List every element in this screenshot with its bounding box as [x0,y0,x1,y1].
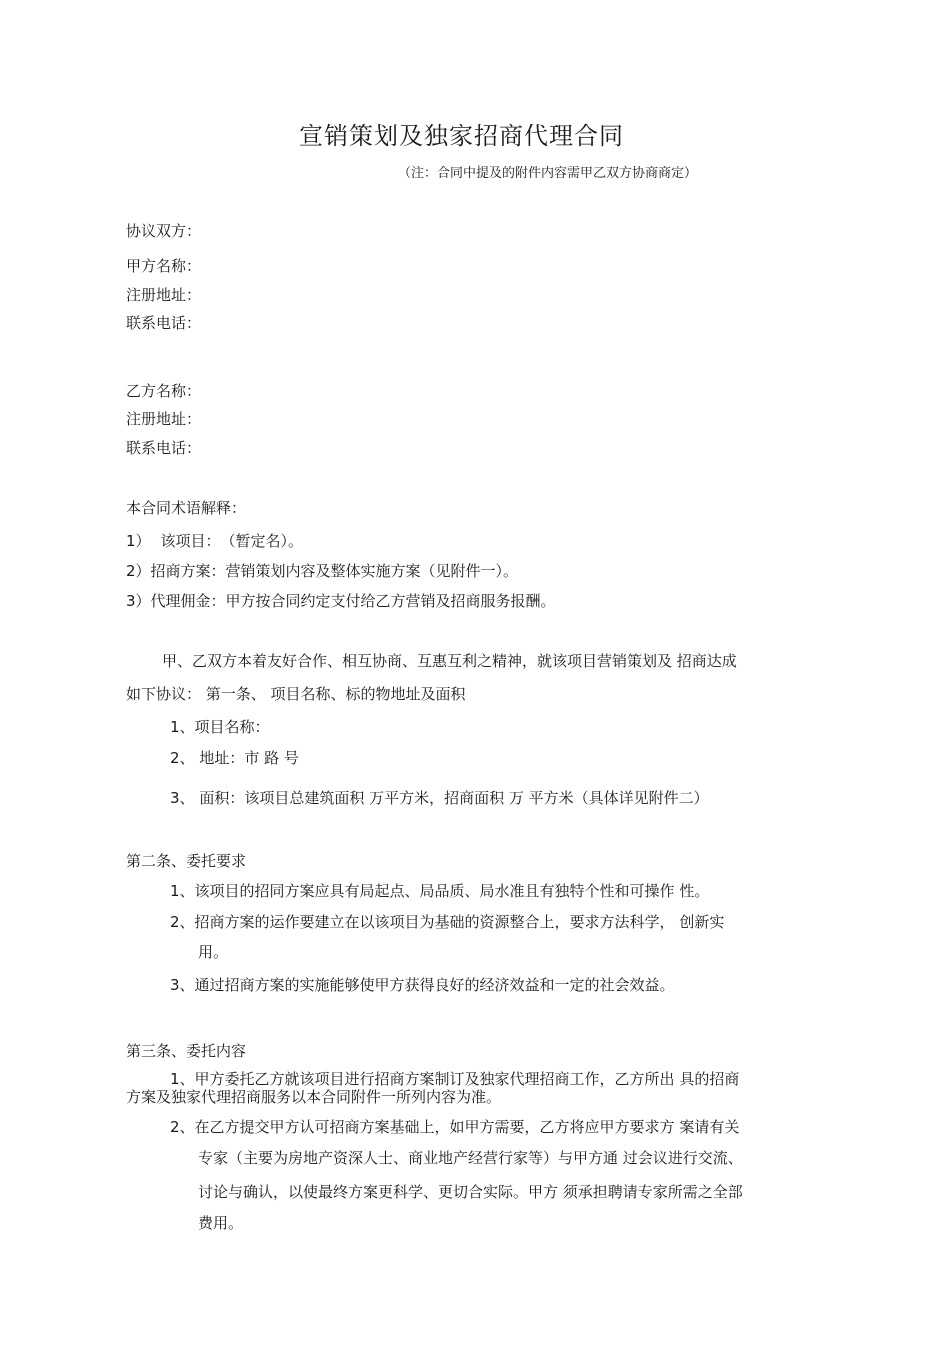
article3-item [170,1069,739,1089]
term-number: 3） [126,592,151,610]
party-a-address-label: 注册地址： [126,286,202,304]
article1-item [170,788,709,808]
terms-heading: 本合同术语解释： [126,499,247,517]
term-text: 代理佣金：甲方按合同约定支付给乙方营销及招商服务报酬。 [150,592,556,610]
article3-heading: 第三条、委托内容 [126,1042,247,1060]
party-b-name-label: 乙方名称： [126,382,202,400]
item-text: 、项目名称： [179,718,270,736]
term-number: 2） [126,562,151,580]
item-text: 、 面积：该项目总建筑面积 万平方米，招商面积 万 平方米（具体详见附件二） [179,789,709,807]
item-number: 1 [170,718,180,736]
term-text: 招商方案：营销策划内容及整体实施方案（见附件一）。 [150,562,519,580]
term-number: 1） [126,532,151,550]
term-text: 该项目： （暂定名）。 [160,532,304,550]
item-text: 、通过招商方案的实施能够使甲方获得良好的经济效益和一定的社会效益。 [179,976,675,994]
article2-item-continuation: 用。 [198,943,229,961]
term-item [126,561,518,581]
parties-heading: 协议双方： [126,222,202,240]
party-a-phone-label: 联系电话： [126,314,202,332]
article2-item [170,975,675,995]
item-number: 3 [170,789,180,807]
item-text: 、招商方案的运作要建立在以该项目为基础的资源整合上，要求方法科学， 创新实 [179,913,725,931]
item-number: 2 [170,749,180,767]
item-text: 、 地址：市 路 号 [179,749,299,767]
article1-item [170,717,270,737]
item-text: 、在乙方提交甲方认可招商方案基础上，如甲方需要，乙方将应甲方要求方 案请有关 [179,1118,740,1136]
article3-item-continuation: 专家（主要为房地产资深人士、商业地产经营行家等）与甲方通 过会议进行交流、 [198,1149,743,1167]
item-number: 2 [170,1118,180,1136]
article3-item-continuation: 讨论与确认，以使最终方案更科学、更切合实际。甲方 须承担聘请专家所需之全部 [198,1183,743,1201]
term-item [126,591,556,611]
preamble-line: 如下协议： 第一条、 项目名称、标的物地址及面积 [126,685,466,703]
item-text: 、甲方委托乙方就该项目进行招商方案制订及独家代理招商工作，乙方所出 具的招商 [179,1070,740,1088]
article1-item [170,748,299,768]
article2-item [170,881,709,901]
item-number: 2 [170,913,180,931]
article3-item-continuation: 费用。 [198,1214,244,1232]
article3-item [170,1117,739,1137]
article2-heading: 第二条、委托要求 [126,852,247,870]
party-a-name-label: 甲方名称： [126,257,202,275]
document-note: （注：合同中提及的附件内容需甲乙双方协商商定） [398,166,698,181]
document-title: 宣销策划及独家招商代理合同 [299,122,624,150]
item-number: 1 [170,1070,180,1088]
item-text: 、该项目的招同方案应具有局起点、局品质、局水准且有独特个性和可操作 性。 [179,882,710,900]
term-item [126,531,303,551]
party-b-phone-label: 联系电话： [126,439,202,457]
item-number: 3 [170,976,180,994]
item-number: 1 [170,882,180,900]
party-b-address-label: 注册地址： [126,410,202,428]
preamble-line: 甲、乙双方本着友好合作、相互协商、互惠互利之精神，就该项目营销策划及 招商达成 [162,652,737,670]
article2-item [170,912,724,932]
article3-item-continuation: 方案及独家代理招商服务以本合同附件一所列内容为准。 [126,1088,502,1106]
